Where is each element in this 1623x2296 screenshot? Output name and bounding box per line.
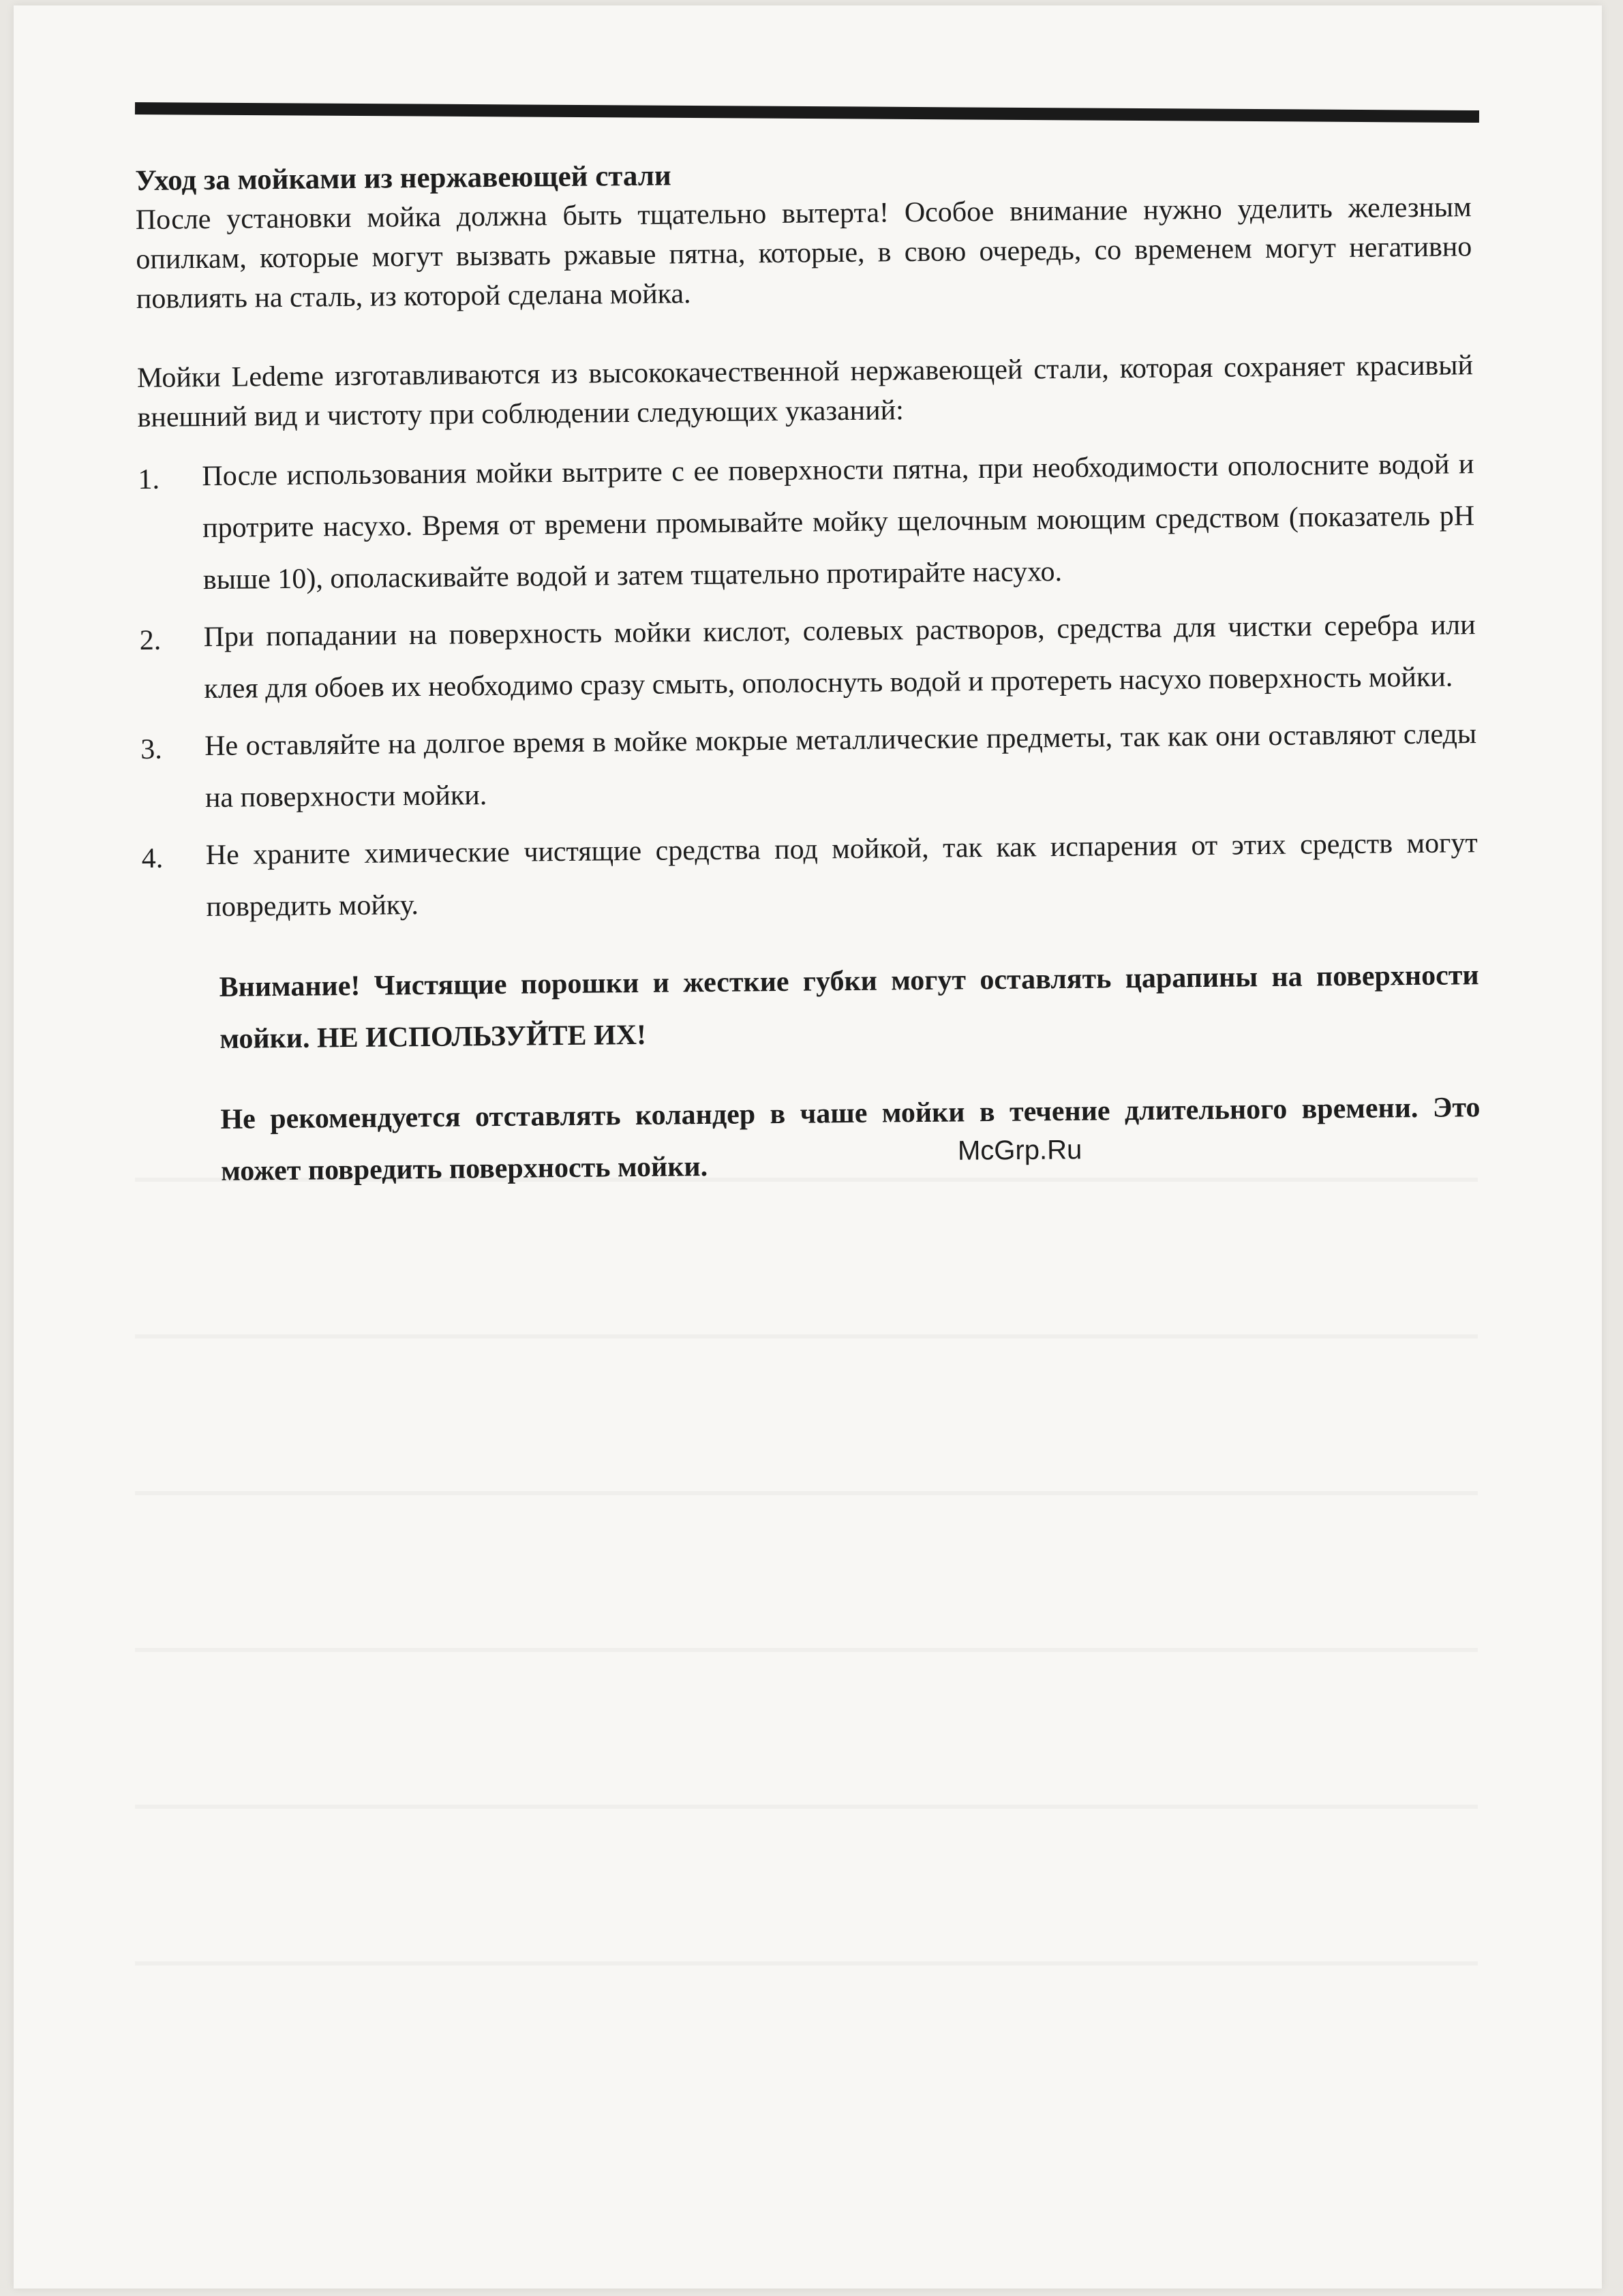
watermark-text: McGrp.Ru <box>957 1135 1082 1166</box>
paper-sheet <box>14 5 1602 2289</box>
brand-paragraph: Мойки Ledeme изготавливаются из высококачественной нержавеющей стали, которая сохраняет красивый внешний вид и чистоту при соблюдении следующих указаний: <box>136 350 1474 433</box>
bleed-through-line <box>135 1648 1478 1652</box>
list-item-number: 4. <box>141 842 164 874</box>
list-item-text: При попадании на поверхность мойки кислот, солевых растворов, средства для чистки серебра или клея для обоев их необходимо сразу смыть, ополоснуть водой и протереть насухо поверхность мойки. <box>203 609 1476 705</box>
bleed-through-line <box>135 1961 1478 1965</box>
document-body <box>135 149 1481 1227</box>
care-instructions-list <box>138 438 1478 934</box>
list-item-number: 2. <box>139 624 162 656</box>
warning-abrasives: Внимание! Чистящие порошки и жесткие губки могут оставлять царапины на поверхности мойки. НЕ ИСПОЛЬЗУЙТЕ ИХ! <box>219 960 1479 1055</box>
list-item-number: 1. <box>138 463 160 495</box>
list-item-number: 3. <box>140 733 162 765</box>
warning-colander: Не рекомендуется отставлять коландер в чаше мойки в течение длительного времени. Это может повредить поверхность мойки. <box>220 1092 1481 1187</box>
list-item <box>140 708 1477 825</box>
list-item-text: Не храните химические чистящие средства под мойкой, так как испарения от этих средств могут повредить мойку. <box>205 827 1478 923</box>
list-item-text: После использования мойки вытрите с ее поверхности пятна, при необходимости ополосните водой и протрите насухо. Время от времени промывайте мойку щелочным моющим средством (показатель pH выше 10), ополаскивайте водой и затем тщательно протирайте насухо. <box>202 448 1475 596</box>
list-item <box>139 599 1476 716</box>
intro-paragraph: После установки мойка должна быть тщательно вытерта! Особое внимание нужно уделить железным опилкам, которые могут вызвать ржавые пятна, которые, в свою очередь, со временем могут негативно повлиять на сталь, из которой сделана мойка. <box>135 192 1472 315</box>
top-divider-rule <box>135 102 1479 123</box>
list-item-text: Не оставляйте на долгое время в мойке мокрые металлические предметы, так как они оставляют следы на поверхности мойки. <box>204 718 1477 814</box>
list-item <box>138 438 1475 607</box>
section-heading: Уход за мойками из нержавеющей стали <box>135 159 671 197</box>
bleed-through-line <box>135 1334 1478 1338</box>
bleed-through-line <box>135 1805 1478 1809</box>
list-item <box>141 817 1478 934</box>
bleed-through-line <box>135 1491 1478 1495</box>
